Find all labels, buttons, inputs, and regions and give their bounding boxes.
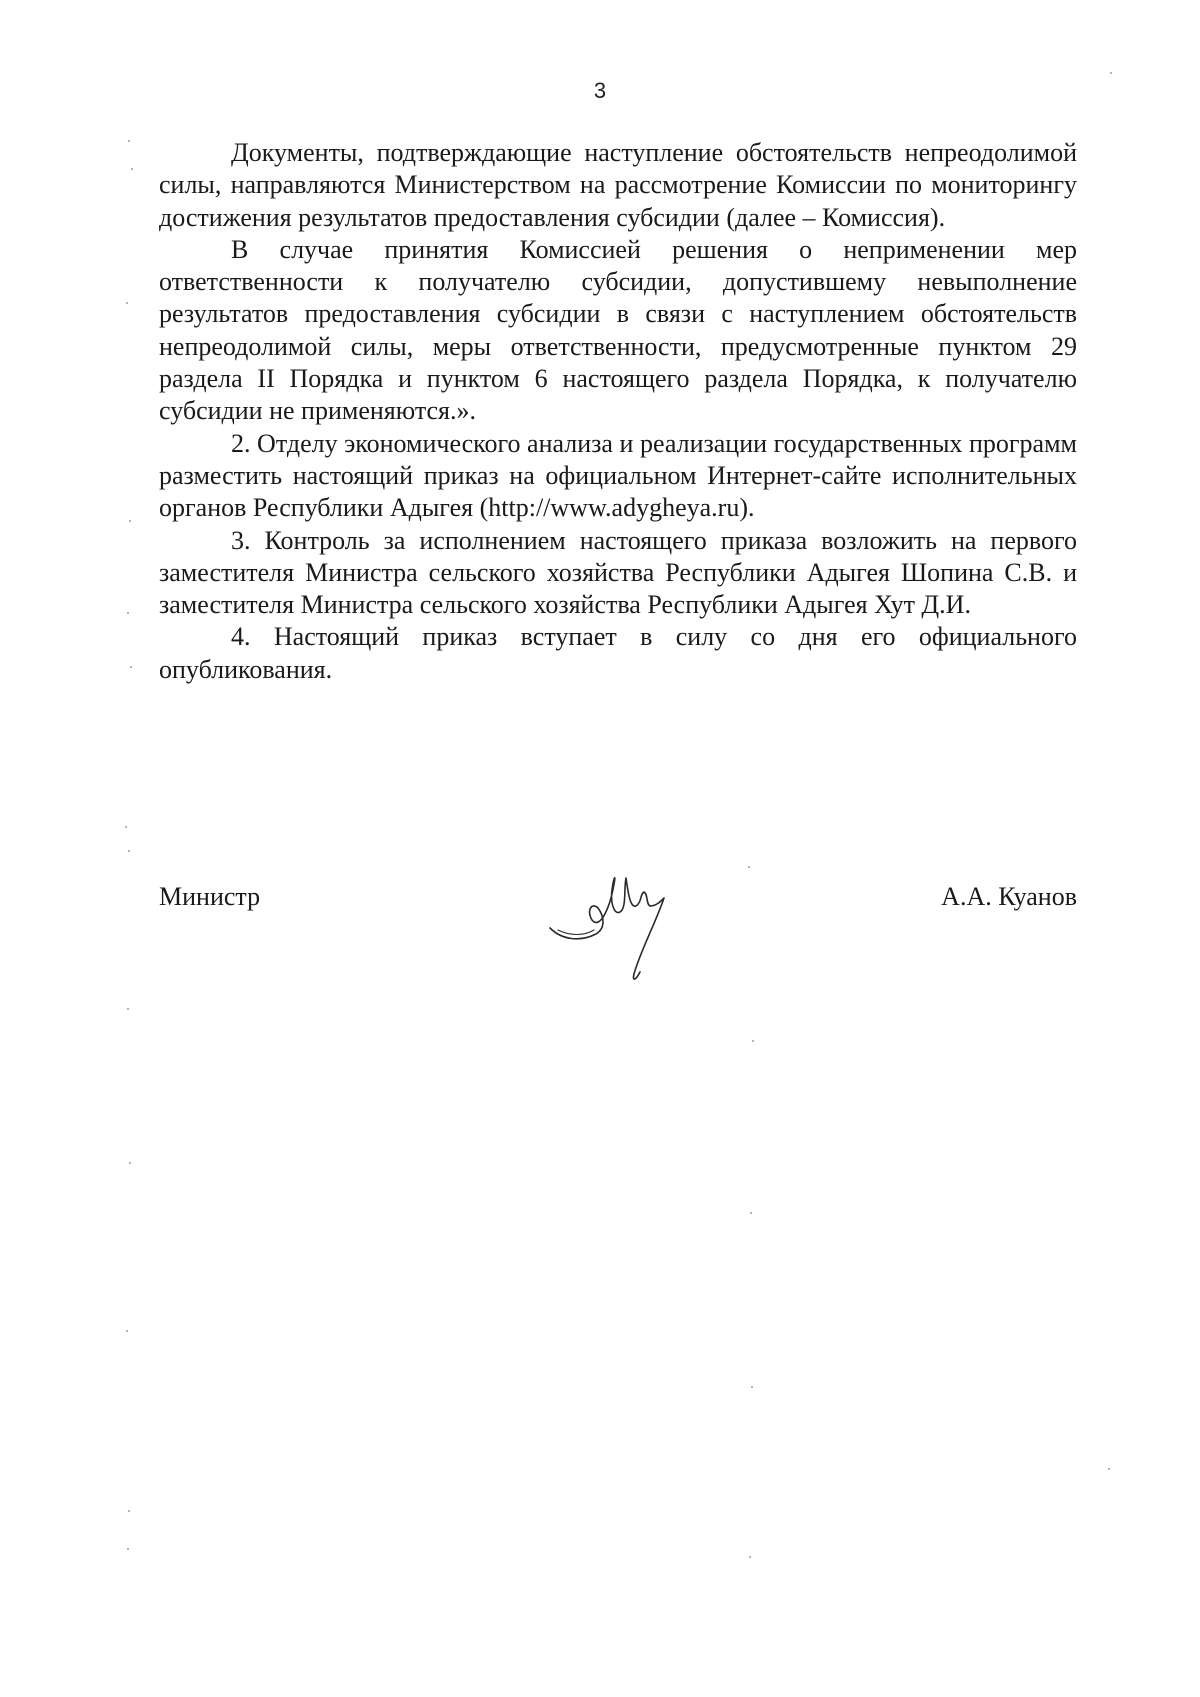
scan-speck [127,1008,129,1010]
scan-speck [129,1162,131,1164]
page-number: 3 [593,78,607,103]
signatory-position: Министр [159,882,261,911]
scan-speck [129,520,131,522]
scan-speck [752,1040,754,1042]
scan-speck [125,826,127,828]
scan-speck [128,140,130,142]
scan-speck [1110,72,1112,74]
scan-speck [128,1510,130,1512]
scan-speck [748,866,750,868]
signatory-name: А.А. Куанов [941,882,1077,911]
scan-speck [130,666,132,668]
handwritten-signature [540,858,690,998]
scan-speck [126,302,128,304]
paragraph-item-4: 4. Настоящий приказ вступает в силу со дня его официального опубликования. [159,622,1077,684]
scan-speck [127,1548,129,1550]
paragraph-item-3: 3. Контроль за исполнением настоящего приказа возложить на первого заместителя Министра сельского хозяйства Республики Адыгея Шопина С.В. и заместителя Министра сельского хозяйства Республики Адыгея Хут Д.И. [159,525,1077,620]
paragraph-force-majeure-documents: Документы, подтверждающие наступление обстоятельств непреодолимой силы, направляются Министерством на рассмотрение Комиссии по мониторингу достижения результатов предоставления субсидии (далее – Комиссия). [159,138,1077,232]
document-body [159,137,1077,686]
paragraph-commission-decision: В случае принятия Комиссией решения о неприменении мер ответственности к получателю субсидии, допустившему невыполнение результатов предоставления субсидии в связи с наступлением обстоятельств непреодолимой силы, меры ответственности, предусмотренные пунктом 29 раздела II Порядка и пунктом 6 настоящего раздела Порядка, к получателю субсидии не применяются.». [159,234,1077,426]
scan-speck [751,1386,753,1388]
scan-speck [749,1556,751,1558]
scan-speck [127,612,129,614]
paragraph-item-2: 2. Отделу экономического анализа и реализации государственных программ разместить настоящий приказ на официальном Интернет-сайте исполнительных органов Республики Адыгея (http://www.adygheya.ru). [159,428,1077,523]
scan-speck [1108,1468,1110,1470]
scan-speck [128,850,130,852]
scan-speck [750,1212,752,1214]
scan-speck [131,168,133,170]
scan-speck [126,1330,128,1332]
